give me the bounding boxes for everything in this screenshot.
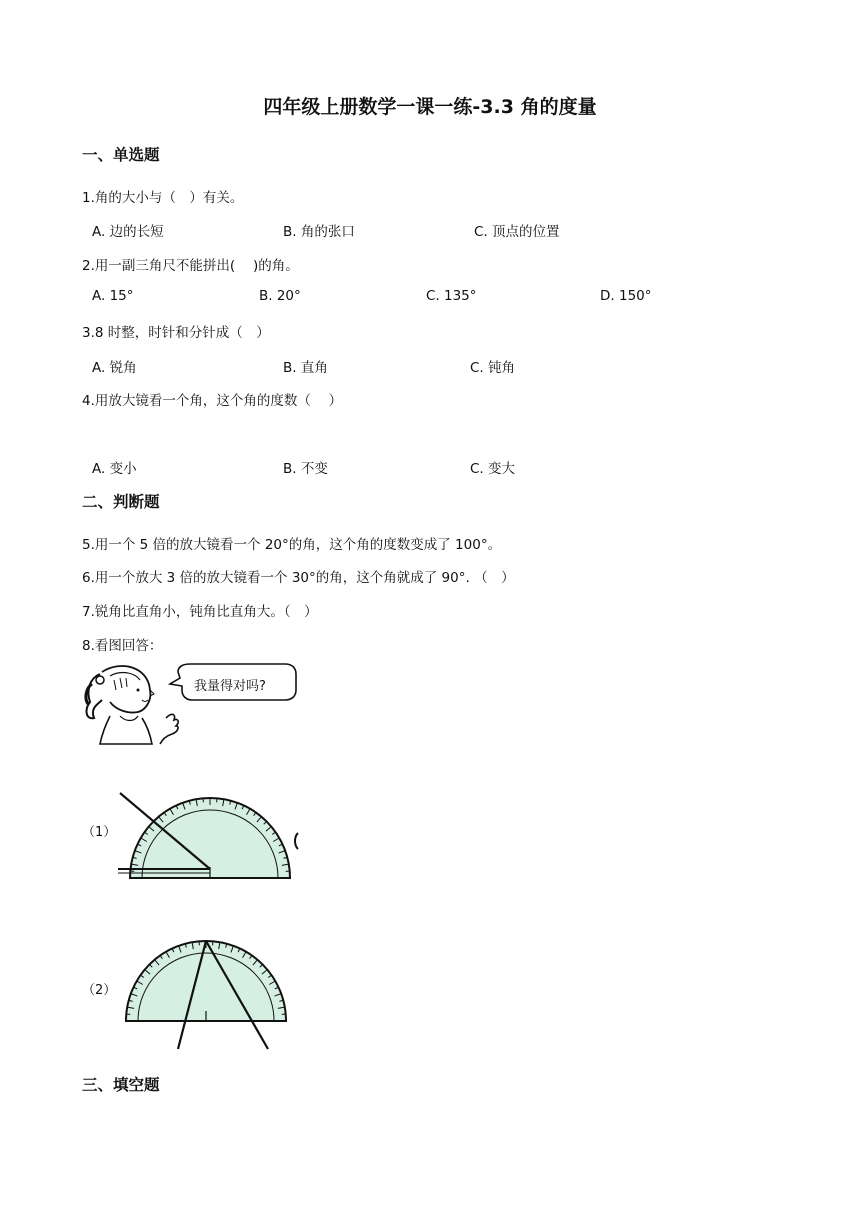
q2-option-a[interactable]: A. 15° — [92, 288, 134, 304]
q2-option-c[interactable]: C. 135° — [426, 288, 477, 304]
question-5: 5.用一个 5 倍的放大镜看一个 20°的角，这个角的度数变成了 100°。 — [82, 537, 502, 553]
page-title: 四年级上册数学一课一练-3.3 角的度量 — [263, 96, 597, 118]
q4-option-a[interactable]: A. 变小 — [92, 461, 137, 477]
protractor-figure-1 — [112, 785, 312, 885]
girl-asking-illustration — [80, 660, 300, 750]
question-2: 2.用一副三角尺不能拼出( )的角。 — [82, 258, 299, 274]
q1-option-a[interactable]: A. 边的长短 — [92, 224, 164, 240]
question-3: 3.8 时整，时针和分针成（ ） — [82, 325, 270, 341]
q2-option-d[interactable]: D. 150° — [600, 288, 652, 304]
question-8: 8.看图回答： — [82, 638, 163, 654]
question-6: 6.用一个放大 3 倍的放大镜看一个 30°的角，这个角就成了 90°. （ ） — [82, 570, 515, 586]
q1-option-b[interactable]: B. 角的张口 — [283, 224, 355, 240]
question-7: 7.锐角比直角小，钝角比直角大。（ ） — [82, 604, 318, 620]
q3-option-c[interactable]: C. 钝角 — [470, 360, 516, 376]
q4-option-b[interactable]: B. 不变 — [283, 461, 328, 477]
q1-option-c[interactable]: C. 顶点的位置 — [474, 224, 560, 240]
q3-option-a[interactable]: A. 锐角 — [92, 360, 137, 376]
question-1: 1.角的大小与（ ）有关。 — [82, 190, 244, 206]
figure-2-label: （2） — [82, 983, 117, 998]
section-heading-single-choice: 一、单选题 — [82, 146, 160, 164]
protractor-figure-2 — [112, 935, 312, 1055]
question-4: 4.用放大镜看一个角，这个角的度数（ ） — [82, 393, 343, 409]
q3-option-b[interactable]: B. 直角 — [283, 360, 328, 376]
section-heading-fill-blank: 三、填空题 — [82, 1076, 160, 1094]
speech-bubble-text: 我量得对吗? — [194, 679, 266, 694]
section-heading-true-false: 二、判断题 — [82, 493, 160, 511]
figure-1-label: （1） — [82, 825, 117, 840]
q4-option-c[interactable]: C. 变大 — [470, 461, 516, 477]
q2-option-b[interactable]: B. 20° — [259, 288, 301, 304]
